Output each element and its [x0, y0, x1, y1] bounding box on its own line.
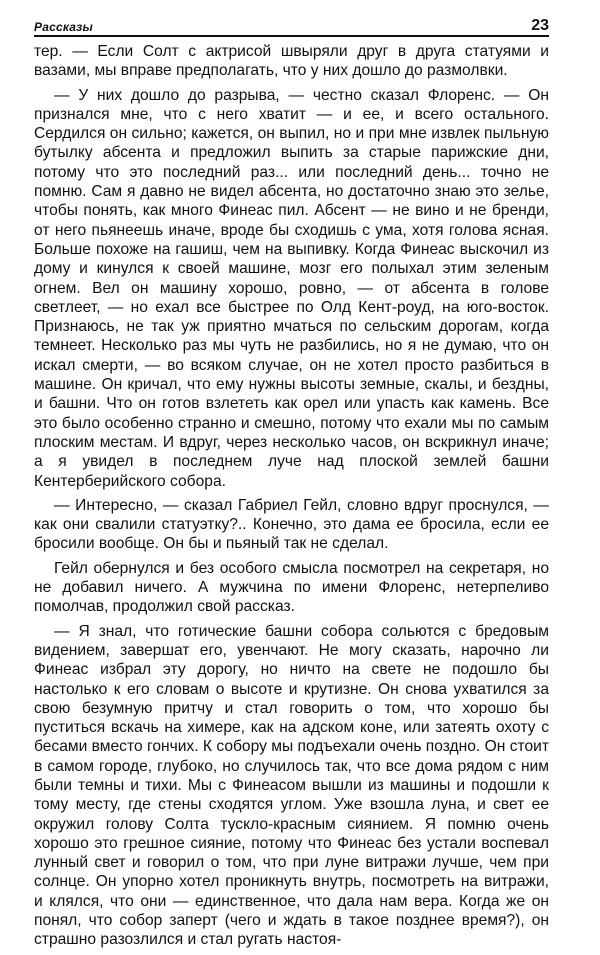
paragraph-gale-remark: — Интересно, — сказал Габриел Гейл, словно вдруг проснулся, — как они свалили статуэтку?.. Конечно, это дама ее бросила, если ее бросили вообще. Он бы и пьяный так не сделал.: [34, 496, 549, 553]
page-header: [34, 14, 549, 37]
paragraph-narration: Гейл обернулся и без особого смысла посмотрел на секретаря, но не добавил ничего. А мужчина по имени Флоренс, нетерпеливо помолчав, продолжил свой рассказ.: [34, 559, 549, 616]
page-number: 23: [531, 17, 549, 34]
book-page: [34, 14, 549, 955]
paragraph-florence-story: — У них дошло до разрыва, — честно сказал Флоренс. — Он признался мне, что с него хватит — и ее, и всего остального. Сердился он сильно; кажется, он выпил, но и при мне извлек пыльную бутылку абсента и предложил выпить за старые парижские дни, потому что это последний раз... или последний день... точно не помню. Сам я давно не видел абсента, но достаточно знаю это зелье, чтобы понять, как много Финеас пил. Абсент — не вино и не бренди, от него пьянеешь иначе, вроде бы сходишь с ума, хотя голова ясная. Больше похоже на гашиш, чем на выпивку. Когда Финеас выскочил из дому и кинулся к своей машине, мозг его полыхал этим зеленым огнем. Вел он машину хорошо, ровно, — от абсента в голове светлеет, — но ехал все быстрее по Олд Кент-роуд, на юго-восток. Признаюсь, не так уж приятно мчаться по сельским дорогам, когда темнеет. Несколько раз мы чуть не разбились, но я не думаю, что он искал смерти, — во всяком случае, он не хотел просто разбиться в машине. Он кричал, что ему нужны высоты земные, скалы, и бездны, и башни. Что он готов взлететь как орел или упасть как камень. Все это было особенно странно и смешно, потому что ехали мы по самым плоским местам. И вдруг, через несколько часов, он вскрикнул иначе; а я увидел в последнем луче над плоской землей башни Кентерберийского собора.: [34, 86, 549, 490]
body-text: [34, 42, 549, 950]
paragraph-cathedral: — Я знал, что готические башни собора сольются с бредовым видением, завершат его, увенчают. Не могу сказать, нарочно ли Финеас избрал эту дорогу, но ничто на свете не подошло бы настолько к его словам о высоте и крутизне. Он снова ухватился за свою безумную притчу и стал говорить о том, что хорошо бы пуститься вскачь на химере, как на адском коне, или затеять охоту с бесами вместо гончих. К собору мы подъехали очень поздно. Он стоит в самом городе, глубоко, но случилось так, что все дома рядом с ним были темны и тихи. Мы с Финеасом вышли из машины и подошли к тому месту, где стены сходятся углом. Уже взошла луна, и свет ее окружил голову Солта тускло-красным сиянием. Я помню очень хорошо это грешное сияние, потому что Финеас без устали воспевал лунный свет и говорил о том, что при луне витражи лучше, чем при солнце. Он упорно хотел проникнуть внутрь, посмотреть на витражи, и клялся, что они — единственное, что дала нам вера. Когда же он понял, что собор заперт (чего и ждать в такое позднее время?), он страшно разозлился и стал ругать настоя-: [34, 622, 549, 949]
running-head: Рассказы: [34, 20, 93, 34]
paragraph-continuation: тер. — Если Солт с актрисой швыряли друг в друга статуями и вазами, мы вправе предполагать, что у них дошло до размолвки.: [34, 43, 549, 80]
